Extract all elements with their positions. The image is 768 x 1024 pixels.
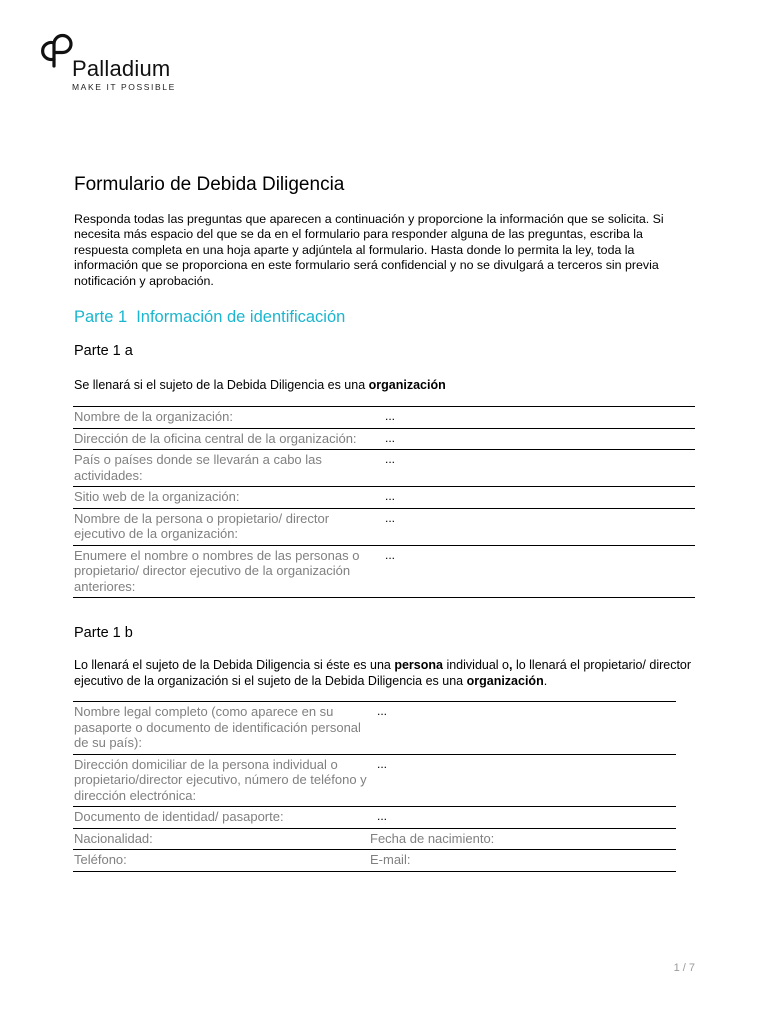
person-field-row xyxy=(73,702,676,755)
part1a-instruction-bold: organización xyxy=(368,378,446,392)
person-field-label: Fecha de nacimiento: xyxy=(369,828,676,850)
part1b-instruction-segment: persona xyxy=(394,658,443,672)
brand-tagline: MAKE IT POSSIBLE xyxy=(72,82,176,92)
part1a-instruction xyxy=(74,377,714,393)
page-number: 1 / 7 xyxy=(673,962,695,974)
page-title: Formulario de Debida Diligencia xyxy=(74,174,345,195)
part1b-heading: Parte 1 b xyxy=(74,625,133,641)
part1b-instruction-segment: Lo llenará el sujeto de la Debida Diligencia si éste es una xyxy=(74,658,395,672)
part1b-instruction-segment: lo llenará el propietario/ director ejecutivo de la organización si el sujeto de la Debida Diligencia es una xyxy=(74,658,692,688)
brand-name: Palladium xyxy=(72,56,171,81)
palladium-logo-icon xyxy=(36,32,74,70)
org-field-row xyxy=(73,487,695,509)
org-field-label: Dirección de la oficina central de la organización: xyxy=(73,428,377,450)
org-field-row xyxy=(73,545,695,598)
org-field-label: Nombre de la persona o propietario/ director ejecutivo de la organización: xyxy=(73,508,377,545)
person-field-label: Nacionalidad: xyxy=(73,828,369,850)
org-field-row xyxy=(73,450,695,487)
person-field-row xyxy=(73,807,676,829)
person-field-label: Nombre legal completo (como aparece en su pasaporte o documento de identificación personal de su país): xyxy=(73,702,369,755)
org-field-label: País o países donde se llevarán a cabo las actividades: xyxy=(73,450,377,487)
org-field-value[interactable]: ... xyxy=(377,545,695,598)
org-field-label: Nombre de la organización: xyxy=(73,407,377,429)
person-field-label: Teléfono: xyxy=(73,850,369,872)
part1-title: Información de identificación xyxy=(136,308,346,326)
person-field-value[interactable]: ... xyxy=(369,702,676,755)
person-field-label: Dirección domiciliar de la persona individual o propietario/director ejecutivo, número de teléfono y dirección electrónica: xyxy=(73,754,369,807)
person-field-row xyxy=(73,754,676,807)
part1-number: Parte 1 xyxy=(74,308,128,326)
part1b-instruction-segment: . xyxy=(543,674,548,688)
org-field-value[interactable]: ... xyxy=(377,487,695,509)
org-field-row xyxy=(73,407,695,429)
part1a-heading: Parte 1 a xyxy=(74,343,133,359)
part1b-instruction-segment: individual o xyxy=(442,658,509,672)
org-field-row xyxy=(73,508,695,545)
person-field-label: Documento de identidad/ pasaporte: xyxy=(73,807,369,829)
org-field-value[interactable]: ... xyxy=(377,450,695,487)
org-field-label: Enumere el nombre o nombres de las personas o propietario/ director ejecutivo de la organización anteriores: xyxy=(73,545,377,598)
part1a-instruction-text: Se llenará si el sujeto de la Debida Diligencia es una xyxy=(74,378,369,392)
person-form-table xyxy=(73,701,676,872)
part1b-instruction xyxy=(74,657,714,689)
org-field-label: Sitio web de la organización: xyxy=(73,487,377,509)
org-field-value[interactable]: ... xyxy=(377,508,695,545)
person-field-row xyxy=(73,828,676,850)
organization-form-table xyxy=(73,406,695,598)
org-field-value[interactable]: ... xyxy=(377,407,695,429)
part1-heading xyxy=(74,308,345,327)
person-field-row xyxy=(73,850,676,872)
part1b-instruction-segment: , xyxy=(509,658,513,672)
org-field-value[interactable]: ... xyxy=(377,428,695,450)
org-field-row xyxy=(73,428,695,450)
person-field-label: E-mail: xyxy=(369,850,676,872)
intro-paragraph: Responda todas las preguntas que aparecen a continuación y proporcione la información que se solicita. Si necesita más espacio del que se da en el formulario para responder alguna de las preguntas, escriba la respuesta completa en una hoja aparte y adjúntela al formulario. Hasta donde lo permita la ley, toda la información que se proporciona en este formulario será confidencial y no se divulgará a terceros sin previa notificación y aprobación. xyxy=(74,212,664,288)
part1b-instruction-segment: organización xyxy=(466,674,544,688)
person-field-value[interactable]: ... xyxy=(369,807,676,829)
person-field-value[interactable]: ... xyxy=(369,754,676,807)
